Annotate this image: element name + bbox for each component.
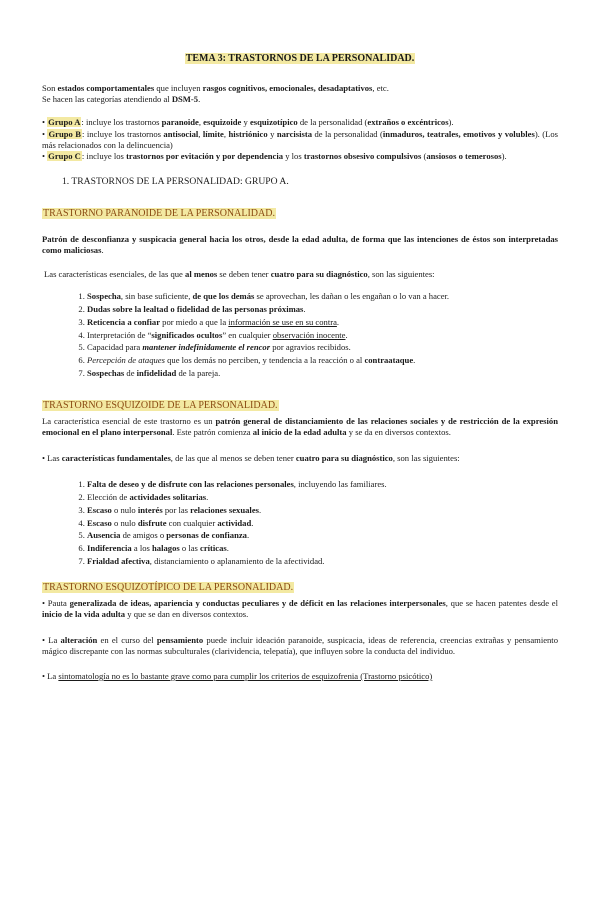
list-item: 2. Elección de actividades solitarias. xyxy=(87,491,558,504)
group-b-item: • Grupo B: incluye los trastornos antisocial, límite, histriónico y narcisista de la personalidad (inmaduros, teatrales, emotivos y volubles). (Los más relacionados con la delincuencia) xyxy=(42,128,559,150)
esquizoide-criteria-list xyxy=(42,478,558,568)
list-item: 6. Indiferencia a los halagos o las críticas. xyxy=(87,542,558,555)
intro-paragraph xyxy=(42,83,558,105)
intro-line-1: Son estados comportamentales que incluyen rasgos cognitivos, emocionales, desadaptativos, etc. xyxy=(42,83,389,93)
groups-list xyxy=(42,117,558,162)
paranoide-description: Patrón de desconfianza y suspicacia general hacia los otros, desde la edad adulta, de forma que las intenciones de éstos son interpretadas como maliciosas. xyxy=(42,234,558,256)
group-a-item: • Grupo A: incluye los trastornos paranoide, esquizoide y esquizotípico de la personalidad (extraños o excéntricos). xyxy=(42,117,454,128)
subheading-esquizoide: TRASTORNO ESQUIZOIDE DE LA PERSONALIDAD. xyxy=(43,400,278,412)
list-item: 7. Frialdad afectiva, distanciamiento o aplanamiento de la afectividad. xyxy=(87,555,558,568)
intro-line-2: Se hacen las categorías atendiendo al DSM-5. xyxy=(42,94,201,105)
list-item: 6. Percepción de ataques que los demás no perciben, y tendencia a la reacción o al contraataque. xyxy=(87,354,558,367)
list-item: 1. Sospecha, sin base suficiente, de que los demás se aprovechan, les dañan o les engañan o lo van a hacer. xyxy=(87,290,558,303)
list-item: 4. Escaso o nulo disfrute con cualquier actividad. xyxy=(87,517,558,530)
section-heading-grupo-a: 1. TRASTORNOS DE LA PERSONALIDAD: GRUPO A. xyxy=(62,176,289,188)
paranoide-characteristics-intro: Las características esenciales, de las que al menos se deben tener cuatro para su diagnóstico, son las siguientes: xyxy=(44,268,435,279)
page-title: TEMA 3: TRASTORNOS DE LA PERSONALIDAD. xyxy=(185,53,415,64)
list-item: 3. Escaso o nulo interés por las relaciones sexuales. xyxy=(87,504,558,517)
esquizoide-characteristics-intro: • Las características fundamentales, de las que al menos se deben tener cuatro para su diagnóstico, son las siguientes: xyxy=(42,452,460,463)
list-item: 2. Dudas sobre la lealtad o fidelidad de las personas próximas. xyxy=(87,303,558,316)
document-page xyxy=(0,53,600,901)
esquizotipico-paragraph-2: • La alteración en el curso del pensamiento puede incluir ideación paranoide, suspicacia, ideas de referencia, creencias extrañas y pensamiento mágico discrepante con las normas subculturales (clarividencia, telepatía), que influyen sobre la conducta del individuo. xyxy=(42,634,558,656)
list-item: 3. Reticencia a confiar por miedo a que la información se use en su contra. xyxy=(87,316,558,329)
list-item: 5. Ausencia de amigos o personas de confianza. xyxy=(87,529,558,542)
list-item: 7. Sospechas de infidelidad de la pareja. xyxy=(87,367,558,380)
esquizotipico-paragraph-1: • Pauta generalizada de ideas, apariencia y conductas peculiares y de déficit en las relaciones interpersonales, que se hacen patentes desde el inicio de la vida adulta y que se dan en diversos contextos. xyxy=(42,598,558,620)
paranoide-criteria-list xyxy=(42,290,558,380)
list-item: 4. Interpretación de “significados ocultos” en cualquier observación inocente. xyxy=(87,329,558,342)
subheading-paranoide: TRASTORNO PARANOIDE DE LA PERSONALIDAD. xyxy=(43,208,275,220)
esquizotipico-paragraph-3: • La sintomatología no es lo bastante grave como para cumplir los criterios de esquizofrenia (Trastorno psicótico) xyxy=(42,670,433,681)
group-c-item: • Grupo C: incluye los trastornos por evitación y por dependencia y los trastornos obsesivo compulsivos (ansiosos o temerosos). xyxy=(42,151,507,162)
list-item: 5. Capacidad para mantener indefinidamente el rencor por agravios recibidos. xyxy=(87,341,558,354)
list-item: 1. Falta de deseo y de disfrute con las relaciones personales, incluyendo las familiares. xyxy=(87,478,558,491)
subheading-esquizotipico: TRASTORNO ESQUIZOTÍPICO DE LA PERSONALIDAD. xyxy=(43,582,294,594)
esquizoide-description: La característica esencial de este trastorno es un patrón general de distanciamiento de las relaciones sociales y de restricción de la expresión emocional en el plano interpersonal. Este patrón comienza al inicio de la edad adulta y se da en diversos contextos. xyxy=(42,416,558,438)
